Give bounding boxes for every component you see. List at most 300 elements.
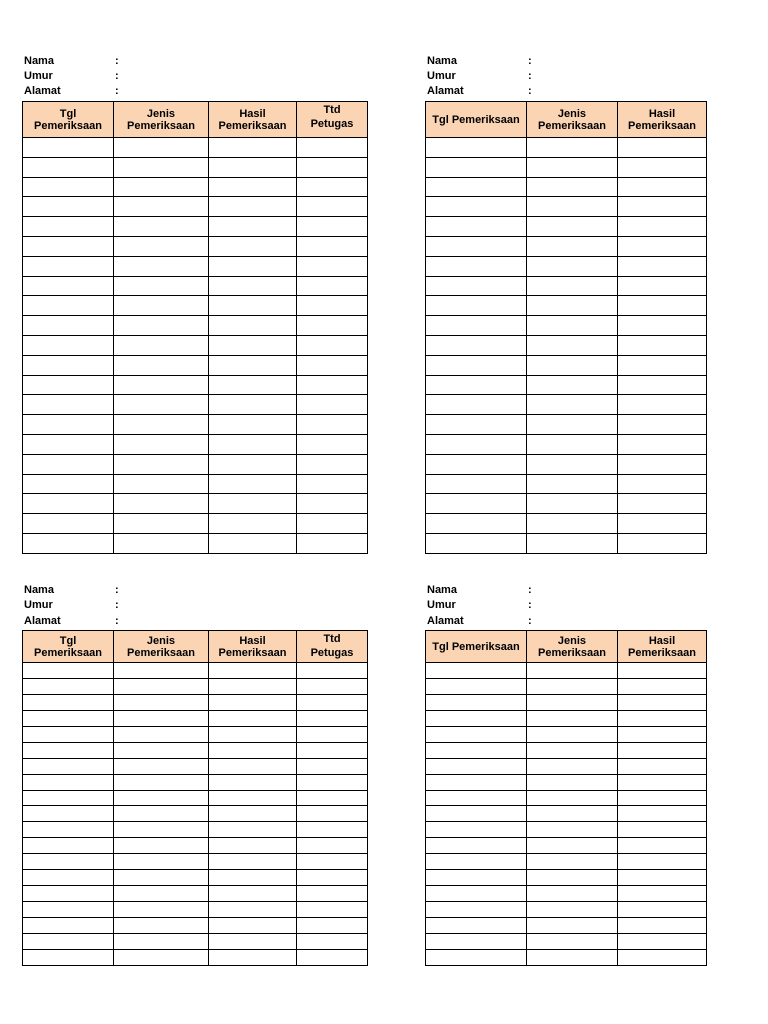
table-cell[interactable]: [114, 474, 209, 494]
table-cell[interactable]: [527, 758, 618, 774]
table-cell[interactable]: [527, 774, 618, 790]
table-cell[interactable]: [23, 838, 114, 854]
table-cell[interactable]: [297, 870, 368, 886]
table-cell[interactable]: [527, 949, 618, 965]
table-cell[interactable]: [209, 838, 297, 854]
table-cell[interactable]: [114, 694, 209, 710]
table-cell[interactable]: [209, 918, 297, 934]
table-cell[interactable]: [297, 335, 368, 355]
umur-row: [425, 69, 605, 84]
table-cell[interactable]: [209, 138, 297, 158]
table-cell[interactable]: [114, 296, 209, 316]
table-cell[interactable]: [297, 806, 368, 822]
table-cell[interactable]: [209, 854, 297, 870]
table-cell[interactable]: [23, 514, 114, 534]
table-cell[interactable]: [527, 870, 618, 886]
table-cell[interactable]: [114, 870, 209, 886]
table-row: [23, 663, 368, 679]
table-cell[interactable]: [618, 822, 707, 838]
header-ttd-petugas: Ttd Petugas: [297, 102, 368, 138]
table-cell[interactable]: [114, 710, 209, 726]
table-cell[interactable]: [114, 138, 209, 158]
table-cell[interactable]: [618, 316, 707, 336]
table-cell[interactable]: [297, 454, 368, 474]
table-cell[interactable]: [527, 694, 618, 710]
table-cell[interactable]: [527, 663, 618, 679]
table-cell[interactable]: [527, 395, 618, 415]
table-cell[interactable]: [209, 276, 297, 296]
table-cell[interactable]: [23, 806, 114, 822]
table-cell[interactable]: [114, 217, 209, 237]
table-cell[interactable]: [114, 256, 209, 276]
table-cell[interactable]: [618, 514, 707, 534]
table-cell[interactable]: [426, 678, 527, 694]
table-cell[interactable]: [297, 434, 368, 454]
table-cell[interactable]: [23, 870, 114, 886]
table-cell[interactable]: [114, 157, 209, 177]
table-cell[interactable]: [209, 296, 297, 316]
table-cell[interactable]: [297, 949, 368, 965]
table-cell[interactable]: [297, 197, 368, 217]
table-cell[interactable]: [23, 276, 114, 296]
table-cell[interactable]: [297, 514, 368, 534]
table-cell[interactable]: [297, 902, 368, 918]
table-cell[interactable]: [426, 434, 527, 454]
table-cell[interactable]: [297, 758, 368, 774]
table-cell[interactable]: [426, 822, 527, 838]
table-cell[interactable]: [23, 494, 114, 514]
table-cell[interactable]: [23, 197, 114, 217]
table-cell[interactable]: [209, 474, 297, 494]
table-cell[interactable]: [426, 138, 527, 158]
table-cell[interactable]: [297, 256, 368, 276]
table-cell[interactable]: [426, 918, 527, 934]
table-cell[interactable]: [527, 296, 618, 316]
table-cell[interactable]: [527, 933, 618, 949]
table-cell[interactable]: [114, 822, 209, 838]
table-cell[interactable]: [23, 902, 114, 918]
table-cell[interactable]: [527, 276, 618, 296]
table-cell[interactable]: [114, 933, 209, 949]
table-cell[interactable]: [618, 663, 707, 679]
table-cell[interactable]: [23, 949, 114, 965]
table-cell[interactable]: [618, 395, 707, 415]
table-cell[interactable]: [527, 678, 618, 694]
table-cell[interactable]: [209, 774, 297, 790]
table-cell[interactable]: [114, 790, 209, 806]
table-cell[interactable]: [527, 177, 618, 197]
table-cell[interactable]: [426, 335, 527, 355]
table-cell[interactable]: [618, 854, 707, 870]
table-cell[interactable]: [527, 838, 618, 854]
table-cell[interactable]: [527, 375, 618, 395]
table-cell[interactable]: [209, 710, 297, 726]
table-cell[interactable]: [297, 157, 368, 177]
table-cell[interactable]: [23, 355, 114, 375]
table-cell[interactable]: [23, 434, 114, 454]
table-cell[interactable]: [426, 774, 527, 790]
table-cell[interactable]: [426, 663, 527, 679]
table-cell[interactable]: [209, 678, 297, 694]
table-cell[interactable]: [114, 395, 209, 415]
table-cell[interactable]: [23, 138, 114, 158]
nama-colon: :: [115, 55, 119, 67]
table-cell[interactable]: [426, 902, 527, 918]
table-cell[interactable]: [426, 256, 527, 276]
table-cell[interactable]: [618, 870, 707, 886]
table-cell[interactable]: [527, 415, 618, 435]
table-cell[interactable]: [209, 335, 297, 355]
table-cell[interactable]: [618, 774, 707, 790]
table-cell[interactable]: [209, 726, 297, 742]
table-cell[interactable]: [114, 678, 209, 694]
table-cell[interactable]: [426, 933, 527, 949]
table-cell[interactable]: [618, 758, 707, 774]
table-cell[interactable]: [426, 316, 527, 336]
table-cell[interactable]: [426, 742, 527, 758]
table-cell[interactable]: [114, 806, 209, 822]
table-cell[interactable]: [297, 678, 368, 694]
table-cell[interactable]: [23, 758, 114, 774]
nama-colon: :: [528, 584, 532, 596]
table-cell[interactable]: [114, 918, 209, 934]
table-cell[interactable]: [114, 838, 209, 854]
table-cell[interactable]: [297, 177, 368, 197]
table-cell[interactable]: [426, 726, 527, 742]
table-row: [426, 335, 707, 355]
table-cell[interactable]: [426, 514, 527, 534]
table-cell[interactable]: [527, 822, 618, 838]
table-cell[interactable]: [618, 454, 707, 474]
table-row: [23, 335, 368, 355]
table-cell[interactable]: [426, 276, 527, 296]
table-cell[interactable]: [297, 854, 368, 870]
table-cell[interactable]: [618, 742, 707, 758]
table-cell[interactable]: [527, 256, 618, 276]
table-cell[interactable]: [527, 355, 618, 375]
table-cell[interactable]: [297, 663, 368, 679]
table-cell[interactable]: [426, 790, 527, 806]
table-cell[interactable]: [114, 335, 209, 355]
table-cell[interactable]: [618, 138, 707, 158]
table-cell[interactable]: [209, 217, 297, 237]
table-cell[interactable]: [114, 375, 209, 395]
table-cell[interactable]: [618, 678, 707, 694]
table-cell[interactable]: [114, 949, 209, 965]
record-table: [425, 101, 707, 554]
table-cell[interactable]: [209, 822, 297, 838]
table-cell[interactable]: [114, 177, 209, 197]
table-cell[interactable]: [527, 806, 618, 822]
table-cell[interactable]: [527, 316, 618, 336]
table-cell[interactable]: [297, 494, 368, 514]
table-row: [426, 276, 707, 296]
table-cell[interactable]: [209, 177, 297, 197]
table-cell[interactable]: [297, 726, 368, 742]
table-cell[interactable]: [618, 256, 707, 276]
table-cell[interactable]: [618, 375, 707, 395]
table-cell[interactable]: [618, 335, 707, 355]
table-cell[interactable]: [297, 355, 368, 375]
table-cell[interactable]: [114, 236, 209, 256]
table-cell[interactable]: [209, 790, 297, 806]
table-cell[interactable]: [618, 276, 707, 296]
table-cell[interactable]: [618, 933, 707, 949]
table-cell[interactable]: [618, 694, 707, 710]
table-cell[interactable]: [618, 236, 707, 256]
table-cell[interactable]: [426, 694, 527, 710]
table-cell[interactable]: [527, 454, 618, 474]
table-cell[interactable]: [209, 197, 297, 217]
table-cell[interactable]: [426, 375, 527, 395]
table-cell[interactable]: [426, 236, 527, 256]
table-row: [426, 316, 707, 336]
table-cell[interactable]: [618, 806, 707, 822]
table-cell[interactable]: [527, 742, 618, 758]
alamat-row: [22, 84, 202, 99]
table-cell[interactable]: [426, 395, 527, 415]
table-cell[interactable]: [23, 533, 114, 553]
table-cell[interactable]: [114, 316, 209, 336]
table-cell[interactable]: [426, 355, 527, 375]
table-cell[interactable]: [426, 454, 527, 474]
table-cell[interactable]: [618, 886, 707, 902]
table-cell[interactable]: [527, 474, 618, 494]
table-cell[interactable]: [618, 533, 707, 553]
table-cell[interactable]: [297, 694, 368, 710]
table-cell[interactable]: [23, 854, 114, 870]
table-row: [23, 157, 368, 177]
table-cell[interactable]: [23, 774, 114, 790]
table-cell[interactable]: [114, 758, 209, 774]
table-cell[interactable]: [618, 726, 707, 742]
table-cell[interactable]: [297, 138, 368, 158]
table-cell[interactable]: [209, 694, 297, 710]
table-cell[interactable]: [527, 335, 618, 355]
table-cell[interactable]: [23, 663, 114, 679]
table-cell[interactable]: [114, 533, 209, 553]
table-cell[interactable]: [297, 296, 368, 316]
table-cell[interactable]: [23, 335, 114, 355]
table-cell[interactable]: [23, 918, 114, 934]
table-cell[interactable]: [297, 375, 368, 395]
table-cell[interactable]: [297, 533, 368, 553]
table-cell[interactable]: [618, 296, 707, 316]
nama-row: [425, 583, 605, 598]
table-cell[interactable]: [527, 514, 618, 534]
table-cell[interactable]: [527, 197, 618, 217]
table-cell[interactable]: [114, 197, 209, 217]
table-cell[interactable]: [23, 316, 114, 336]
table-cell[interactable]: [114, 774, 209, 790]
table-cell[interactable]: [527, 886, 618, 902]
table-cell[interactable]: [114, 355, 209, 375]
table-cell[interactable]: [209, 870, 297, 886]
table-cell[interactable]: [297, 822, 368, 838]
table-cell[interactable]: [209, 375, 297, 395]
table-cell[interactable]: [209, 663, 297, 679]
table-row: [426, 870, 707, 886]
table-cell[interactable]: [426, 217, 527, 237]
table-cell[interactable]: [209, 395, 297, 415]
table-cell[interactable]: [297, 933, 368, 949]
table-cell[interactable]: [114, 454, 209, 474]
table-cell[interactable]: [209, 742, 297, 758]
table-cell[interactable]: [209, 434, 297, 454]
table-cell[interactable]: [23, 256, 114, 276]
table-cell[interactable]: [527, 902, 618, 918]
table-cell[interactable]: [209, 454, 297, 474]
umur-label: Umur: [427, 599, 456, 611]
table-cell[interactable]: [114, 726, 209, 742]
table-cell[interactable]: [618, 474, 707, 494]
table-cell[interactable]: [209, 902, 297, 918]
table-cell[interactable]: [209, 758, 297, 774]
record-table: [22, 101, 368, 554]
table-cell[interactable]: [426, 533, 527, 553]
table-cell[interactable]: [297, 276, 368, 296]
table-cell[interactable]: [426, 177, 527, 197]
table-cell[interactable]: [23, 217, 114, 237]
table-cell[interactable]: [527, 434, 618, 454]
table-cell[interactable]: [23, 694, 114, 710]
table-cell[interactable]: [426, 806, 527, 822]
table-cell[interactable]: [297, 918, 368, 934]
table-cell[interactable]: [23, 886, 114, 902]
table-cell[interactable]: [23, 395, 114, 415]
table-cell[interactable]: [23, 726, 114, 742]
table-cell[interactable]: [618, 949, 707, 965]
table-cell[interactable]: [618, 710, 707, 726]
table-cell[interactable]: [23, 236, 114, 256]
table-cell[interactable]: [114, 514, 209, 534]
table-cell[interactable]: [618, 902, 707, 918]
table-cell[interactable]: [426, 494, 527, 514]
table-cell[interactable]: [23, 474, 114, 494]
table-row: [426, 375, 707, 395]
table-cell[interactable]: [297, 316, 368, 336]
table-cell[interactable]: [527, 918, 618, 934]
table-cell[interactable]: [618, 157, 707, 177]
table-cell[interactable]: [297, 790, 368, 806]
table-cell[interactable]: [527, 494, 618, 514]
table-cell[interactable]: [618, 197, 707, 217]
table-cell[interactable]: [618, 217, 707, 237]
table-cell[interactable]: [114, 415, 209, 435]
table-cell[interactable]: [618, 415, 707, 435]
table-cell[interactable]: [23, 710, 114, 726]
table-cell[interactable]: [527, 236, 618, 256]
table-cell[interactable]: [527, 138, 618, 158]
table-cell[interactable]: [114, 276, 209, 296]
table-cell[interactable]: [297, 217, 368, 237]
table-cell[interactable]: [209, 415, 297, 435]
table-cell[interactable]: [209, 236, 297, 256]
table-cell[interactable]: [297, 838, 368, 854]
table-cell[interactable]: [114, 902, 209, 918]
table-cell[interactable]: [23, 790, 114, 806]
table-cell[interactable]: [618, 790, 707, 806]
table-cell[interactable]: [209, 355, 297, 375]
table-row: [23, 296, 368, 316]
table-cell[interactable]: [618, 434, 707, 454]
table-cell[interactable]: [114, 854, 209, 870]
table-cell[interactable]: [297, 395, 368, 415]
table-cell[interactable]: [23, 157, 114, 177]
table-cell[interactable]: [527, 710, 618, 726]
table-cell[interactable]: [114, 494, 209, 514]
table-cell[interactable]: [527, 854, 618, 870]
table-cell[interactable]: [209, 256, 297, 276]
table-cell[interactable]: [209, 886, 297, 902]
table-cell[interactable]: [618, 494, 707, 514]
table-cell[interactable]: [114, 886, 209, 902]
table-cell[interactable]: [426, 197, 527, 217]
table-cell[interactable]: [426, 949, 527, 965]
table-cell[interactable]: [618, 838, 707, 854]
table-cell[interactable]: [426, 870, 527, 886]
table-cell[interactable]: [297, 236, 368, 256]
table-cell[interactable]: [618, 177, 707, 197]
table-cell[interactable]: [426, 886, 527, 902]
table-cell[interactable]: [23, 933, 114, 949]
table-cell[interactable]: [114, 742, 209, 758]
table-cell[interactable]: [209, 316, 297, 336]
table-cell[interactable]: [23, 742, 114, 758]
table-cell[interactable]: [527, 790, 618, 806]
table-cell[interactable]: [114, 434, 209, 454]
table-cell[interactable]: [426, 838, 527, 854]
table-cell[interactable]: [527, 726, 618, 742]
table-cell[interactable]: [23, 375, 114, 395]
umur-colon: :: [115, 70, 119, 82]
table-cell[interactable]: [426, 296, 527, 316]
table-cell[interactable]: [426, 415, 527, 435]
table-cell[interactable]: [209, 533, 297, 553]
table-cell[interactable]: [23, 454, 114, 474]
table-cell[interactable]: [209, 949, 297, 965]
table-cell[interactable]: [209, 157, 297, 177]
table-cell[interactable]: [209, 494, 297, 514]
table-cell[interactable]: [618, 355, 707, 375]
table-cell[interactable]: [426, 854, 527, 870]
table-cell[interactable]: [209, 514, 297, 534]
alamat-label: Alamat: [427, 85, 464, 97]
table-cell[interactable]: [426, 474, 527, 494]
table-cell[interactable]: [297, 886, 368, 902]
table-cell[interactable]: [618, 918, 707, 934]
table-cell[interactable]: [23, 678, 114, 694]
table-cell[interactable]: [426, 758, 527, 774]
table-cell[interactable]: [297, 474, 368, 494]
table-cell[interactable]: [297, 774, 368, 790]
table-cell[interactable]: [114, 663, 209, 679]
table-cell[interactable]: [426, 157, 527, 177]
table-cell[interactable]: [297, 710, 368, 726]
table-cell[interactable]: [23, 296, 114, 316]
table-cell[interactable]: [23, 177, 114, 197]
table-cell[interactable]: [527, 217, 618, 237]
table-cell[interactable]: [297, 742, 368, 758]
table-cell[interactable]: [209, 933, 297, 949]
table-cell[interactable]: [23, 822, 114, 838]
table-cell[interactable]: [23, 415, 114, 435]
table-cell[interactable]: [426, 710, 527, 726]
table-cell[interactable]: [209, 806, 297, 822]
table-cell[interactable]: [527, 157, 618, 177]
table-cell[interactable]: [297, 415, 368, 435]
table-cell[interactable]: [527, 533, 618, 553]
